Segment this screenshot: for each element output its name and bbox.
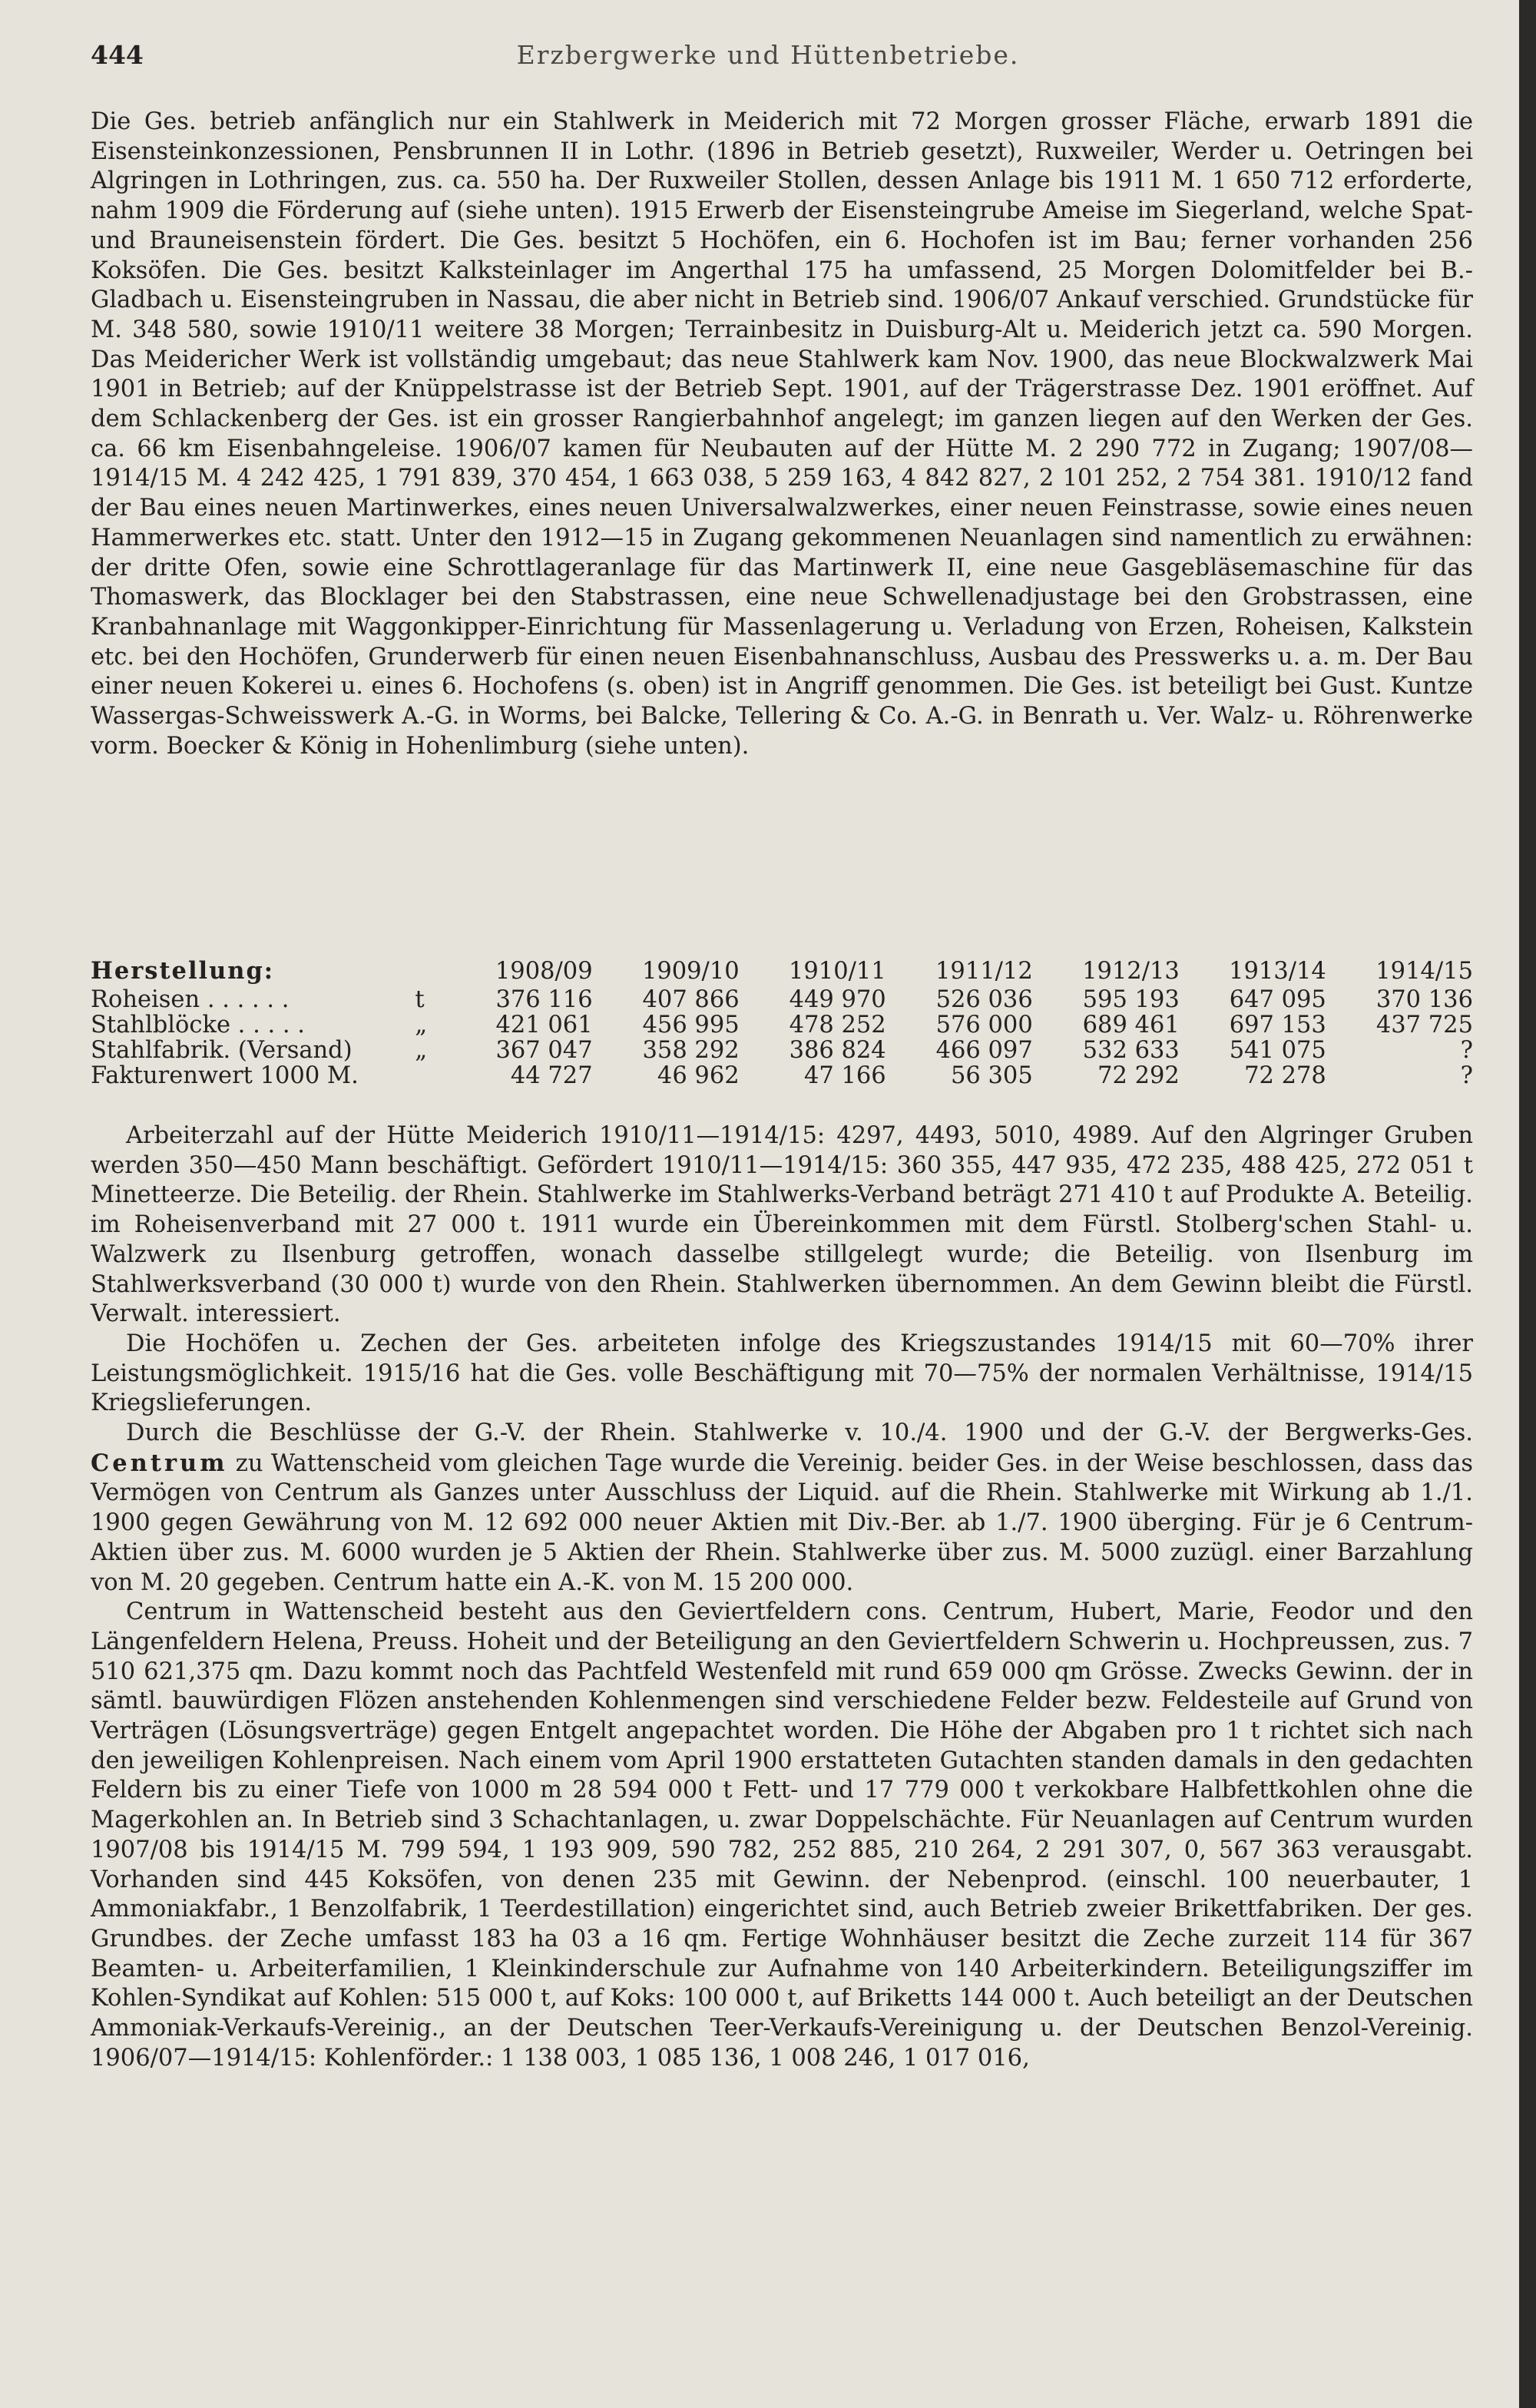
table-row [91, 1012, 1473, 1038]
table-cell: 647 095 [1229, 986, 1326, 1013]
table-cell: 689 461 [1082, 1012, 1180, 1038]
table-cell: 437 725 [1375, 1012, 1473, 1038]
page-number: 444 [91, 40, 144, 70]
centrum-merger-text-before: Durch die Beschlüsse der G.-V. der Rhein. Stahlwerke v. 10./4. 1900 und der G.-V. der Bergwerks-Ges. [126, 1419, 1473, 1447]
year-header: 1908/09 [495, 958, 593, 985]
table-cell: 72 292 [1097, 1062, 1180, 1089]
table-row [91, 1063, 1473, 1088]
year-header: 1913/14 [1229, 958, 1326, 985]
row-unit: „ [415, 1037, 428, 1064]
row-unit [415, 1063, 445, 1088]
year-header: 1911/12 [935, 958, 1033, 985]
table-cell: 478 252 [789, 1012, 886, 1038]
table-cell: 532 633 [1082, 1037, 1180, 1064]
row-label: Fakturenwert 1000 M. [91, 1062, 359, 1089]
row-label: Roheisen . . . . . . [91, 986, 290, 1013]
row-label: Stahlfabrik. (Versand) [91, 1037, 353, 1064]
table-cell: 697 153 [1229, 1012, 1326, 1038]
table-cell: 407 866 [642, 986, 740, 1013]
paragraph-company-history: Die Ges. betrieb anfänglich nur ein Stahlwerk in Meiderich mit 72 Morgen grosser Fläche, erwarb 1891 die Eisensteinkonzessionen, Pensbrunnen II in Lothr. (1896 in Betrieb gesetzt), Ruxweiler, Werder u. Oetringen bei Algringen in Lothringen, zus. ca. 550 ha. Der Ruxweiler Stollen, dessen Anlage bis 1911 M. 1 650 712 erforderte, nahm 1909 die Förderung auf (siehe unten). 1915 Erwerb der Eisensteingrube Ameise im Siegerland, welche Spat- und Brauneisenstein fördert. Die Ges. besitzt 5 Hochöfen, ein 6. Hochofen ist im Bau; ferner vorhanden 256 Koksöfen. Die Ges. besitzt Kalksteinlager im Angerthal 175 ha umfassend, 25 Morgen Dolomitfelder bei B.-Gladbach u. Eisensteingruben in Nassau, die aber nicht in Betrieb sind. 1906/07 Ankauf verschied. Grundstücke für M. 348 580, sowie 1910/11 weitere 38 Morgen; Terrainbesitz in Duisburg-Alt u. Meiderich jetzt ca. 590 Morgen. Das Meidericher Werk ist vollständig umgebaut; das neue Stahlwerk kam Nov. 1900, das neue Blockwalzwerk Mai 1901 in Betrieb; auf der Knüppelstrasse ist der Betrieb Sept. 1901, auf der Trägerstrasse Dez. 1901 eröffnet. Auf dem Schlackenberg der Ges. ist ein grosser Rangierbahnhof angelegt; im ganzen liegen auf den Werken der Ges. ca. 66 km Eisenbahngeleise. 1906/07 kamen für Neubauten auf der Hütte M. 2 290 772 in Zugang; 1907/08—1914/15 M. 4 242 425, 1 791 839, 370 454, 1 663 038, 5 259 163, 4 842 827, 2 101 252, 2 754 381. 1910/12 fand der Bau eines neuen Martinwerkes, eines neuen Universalwalzwerkes, einer neuen Feinstrasse, sowie eines neuen Hammerwerkes etc. statt. Unter den 1912—15 in Zugang gekommenen Neuanlagen sind namentlich zu erwähnen: der dritte Ofen, sowie eine Schrottlageranlage für das Martinwerk II, eine neue Gasgebläsemaschine für das Thomaswerk, das Blocklager bei den Stabstrassen, eine neue Schwellenadjustage bei den Grobstrassen, eine Kranbahnanlage mit Waggonkipper-Einrichtung für Massenlagerung u. Verladung von Erzen, Roheisen, Kalkstein etc. bei den Hochöfen, Grunderwerb für einen neuen Eisenbahnanschluss, Ausbau des Presswerks u. a. m. Der Bau einer neuen Kokerei u. eines 6. Hochofens (s. oben) ist in Angriff genommen. Die Ges. ist beteiligt bei Gust. Kuntze Wassergas-Schweisswerk A.-G. in Worms, bei Balcke, Tellering & Co. A.-G. in Benrath u. Ver. Walz- u. Röhrenwerke vorm. Boecker & König in Hohenlimburg (siehe unten). [91, 108, 1473, 760]
table-cell: 44 727 [510, 1062, 593, 1089]
text-block-top [91, 108, 1473, 761]
table-cell: 72 278 [1244, 1062, 1326, 1089]
table-cell: 376 116 [495, 986, 593, 1013]
table-cell: 367 047 [495, 1037, 593, 1064]
centrum-company-name: Centrum [91, 1449, 228, 1477]
production-table-label: Herstellung: [91, 957, 275, 985]
page-edge-shadow [1519, 0, 1536, 2408]
table-cell: 449 970 [789, 986, 886, 1013]
table-cell: 386 824 [789, 1037, 886, 1064]
year-header: 1909/10 [641, 958, 740, 985]
production-table [91, 959, 1473, 1088]
table-cell: 456 995 [642, 1012, 740, 1038]
year-header: 1912/13 [1082, 958, 1180, 985]
paragraph-war-output: Die Hochöfen u. Zechen der Ges. arbeiteten infolge des Kriegszustandes 1914/15 mit 60—70% ihrer Leistungsmöglichkeit. 1915/16 hat die Ges. volle Beschäftigung mit 70—75% der normalen Verhältnisse, 1914/15 Kriegslieferungen. [91, 1330, 1473, 1417]
table-cell: ? [1460, 1062, 1473, 1089]
centrum-merger-text-after: zu Wattenscheid vom gleichen Tage wurde die Vereinig. beider Ges. in der Weise beschlossen, dass das Vermögen von Centrum als Ganzes unter Ausschluss der Liquid. auf die Rhein. Stahlwerke mit Wirkung ab 1./1. 1900 gegen Gewährung von M. 12 692 000 neuer Aktien mit Div.-Ber. ab 1./7. 1900 überging. Für je 6 Centrum-Aktien über zus. M. 6000 wurden je 5 Aktien der Rhein. Stahlwerke über zus. M. 5000 zuzügl. einer Barzahlung von M. 20 gegeben. Centrum hatte ein A.-K. von M. 15 200 000. [91, 1449, 1473, 1596]
table-row [91, 1038, 1473, 1063]
row-unit: „ [415, 1012, 428, 1038]
production-table-header [91, 959, 1473, 987]
table-cell: 46 962 [657, 1062, 740, 1089]
table-cell: 358 292 [642, 1037, 740, 1064]
text-block-bottom [91, 1121, 1473, 2074]
table-cell: 541 075 [1229, 1037, 1326, 1064]
row-unit: t [415, 986, 425, 1013]
table-cell: 466 097 [935, 1037, 1033, 1064]
table-cell: 47 166 [803, 1062, 886, 1089]
year-header: 1910/11 [788, 958, 886, 985]
table-cell: ? [1460, 1037, 1473, 1064]
table-cell: 421 061 [495, 1012, 593, 1038]
paragraph-centrum-details: Centrum in Wattenscheid besteht aus den Geviertfeldern cons. Centrum, Hubert, Marie, Feodor und den Längenfeldern Helena, Preuss. Hoheit und der Beteiligung an den Geviertfeldern Schwerin u. Hochpreussen, zus. 7 510 621,375 qm. Dazu kommt noch das Pachtfeld Westenfeld mit rund 659 000 qm Grösse. Zwecks Gewinn. der in sämtl. bauwürdigen Flözen anstehenden Kohlenmengen sind verschiedene Felder bezw. Feldesteile auf Grund von Verträgen (Lösungsverträge) gegen Entgelt angepachtet worden. Die Höhe der Abgaben pro 1 t richtet sich nach den jeweiligen Kohlenpreisen. Nach einem vom April 1900 erstatteten Gutachten standen damals in den gedachten Feldern bis zu einer Tiefe von 1000 m 28 594 000 t Fett- und 17 779 000 t verkokbare Halbfettkohlen ohne die Magerkohlen an. In Betrieb sind 3 Schachtanlagen, u. zwar Doppelschächte. Für Neuanlagen auf Centrum wurden 1907/08 bis 1914/15 M. 799 594, 1 193 909, 590 782, 252 885, 210 264, 2 291 307, 0, 567 363 verausgabt. Vorhanden sind 445 Koksöfen, von denen 235 mit Gewinn. der Nebenprod. (einschl. 100 neuerbauter, 1 Ammoniakfabr., 1 Benzolfabrik, 1 Teerdestillation) eingerichtet sind, auch Betrieb zweier Brikettfabriken. Der ges. Grundbes. der Zeche umfasst 183 ha 03 a 16 qm. Fertige Wohnhäuser besitzt die Zeche zurzeit 114 für 367 Beamten- u. Arbeiterfamilien, 1 Kleinkinderschule zur Aufnahme von 140 Arbeiterkindern. Beteiligungsziffer im Kohlen-Syndikat auf Kohlen: 515 000 t, auf Koks: 100 000 t, auf Briketts 144 000 t. Auch beteiligt an der Deutschen Ammoniak-Verkaufs-Vereinig., an der Deutschen Teer-Verkaufs-Vereinigung u. der Deutschen Benzol-Vereinig. 1906/07—1914/15: Kohlenförder.: 1 138 003, 1 085 136, 1 008 246, 1 017 016, [91, 1598, 1473, 2072]
table-cell: 370 136 [1375, 986, 1473, 1013]
year-header: 1914/15 [1375, 958, 1473, 985]
table-cell: 526 036 [935, 986, 1033, 1013]
paragraph-workforce: Arbeiterzahl auf der Hütte Meiderich 1910/11—1914/15: 4297, 4493, 5010, 4989. Auf den Algringer Gruben werden 350—450 Mann beschäftigt. Gefördert 1910/11—1914/15: 360 355, 447 935, 472 235, 488 425, 272 051 t Minetteerze. Die Beteilig. der Rhein. Stahlwerke im Stahlwerks-Verband beträgt 271 410 t auf Produkte A. Beteilig. im Roheisenverband mit 27 000 t. 1911 wurde ein Übereinkommen mit dem Fürstl. Stolberg'schen Stahl- u. Walzwerk zu Ilsenburg getroffen, wonach dasselbe stillgelegt wurde; die Beteilig. von Ilsenburg im Stahlwerksverband (30 000 t) wurde von den Rhein. Stahlwerken übernommen. An dem Gewinn bleibt die Fürstl. Verwalt. interessiert. [91, 1122, 1473, 1328]
paragraph-centrum-merger [91, 1419, 1473, 1598]
row-label: Stahlblöcke . . . . . [91, 1012, 305, 1038]
table-cell: 595 193 [1082, 986, 1180, 1013]
table-cell: 56 305 [951, 1062, 1033, 1089]
table-row [91, 987, 1473, 1012]
page-header [77, 40, 1459, 75]
table-cell: 576 000 [935, 1012, 1033, 1038]
running-title: Erzbergwerke und Hüttenbetriebe. [516, 40, 1020, 70]
